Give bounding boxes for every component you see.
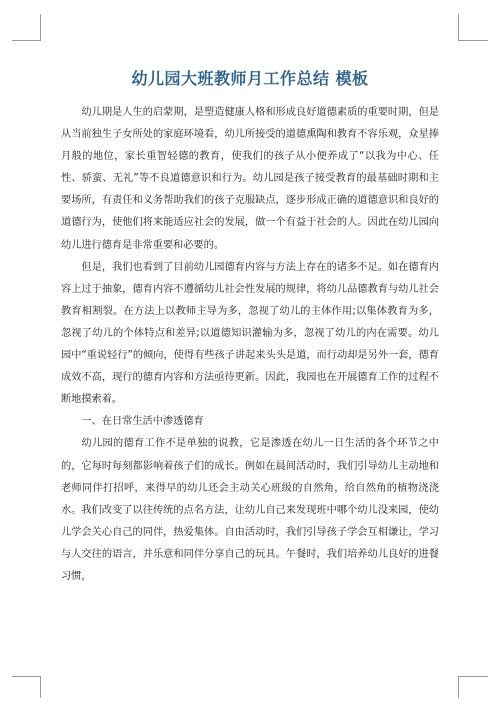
crop-mark-top-right-vertical: [458, 14, 459, 41]
crop-mark-top-left-horizontal: [12, 40, 40, 41]
crop-mark-bottom-left-vertical: [40, 676, 41, 698]
paragraph-intro: 幼儿期是人生的启蒙期，是塑造健康人格和形成良好道德素质的重要时期，但是从当前独生子女所处的家庭环境看，幼儿所接受的道德熏陶和教育不容乐观，众星捧月般的地位，家长重智轻德的教育，使我们的孩子从小便养成了“以我为中心、任性、骄蛮、无礼”等不良道德意识和行为。幼儿园是孩子接受教育的最基础时期和主要场所，有责任和义务帮助我们的孩子克服缺点，逐步形成正确的道德意识和良好的道德行为，使他们将来能适应社会的发展，做一个有益于社会的人。因此在幼儿园向幼儿进行德育是非常重要和必要的。: [61, 107, 439, 251]
crop-mark-bottom-right-vertical: [458, 676, 459, 698]
document-body: [61, 102, 439, 588]
paragraph-shortcomings: 但是，我们也看到了目前幼儿园德育内容与方法上存在的诸多不足。如在德育内容上过于抽象，德育内容不遵循幼儿社会性发展的规律，将幼儿品德教育与幼儿社会教育相割裂。在方法上以教师主导为多，忽视了幼儿的主体作用;以集体教育为多，忽视了幼儿的个体特点和差异;以道德知识灌输为多，忽视了幼儿的内在需要。幼儿园中“重说轻行”的倾向，使得有些孩子讲起来头头是道，而行动却是另外一套，德育成效不高，现行的德育内容和方法亟待更新。因此，我园也在开展德育工作的过程不断地摸索着。: [61, 261, 439, 406]
section-heading-daily-life: 一、在日常生活中渗透德育: [81, 416, 204, 428]
crop-mark-bottom-right-horizontal: [458, 676, 488, 677]
crop-mark-top-right-horizontal: [458, 40, 488, 41]
crop-mark-top-left-vertical: [40, 14, 41, 41]
paragraph-daily-life: 幼儿园的德育工作不是单独的说教，它是渗透在幼儿一日生活的各个环节之中的，它每时每刻都影响着孩子们的成长。例如在晨间活动时，我们引导幼儿主动地和老师同伴打招呼，来得早的幼儿还会主动关心班级的自然角，给自然角的植物浇浇水。我们改变了以往传统的点名方法，让幼儿自己来发现班中哪个幼儿没来园，使幼儿学会关心自己的同伴，热爱集体。自由活动时，我们引导孩子学会互相谦让，学习与人交往的语言，并乐意和同伴分享自己的玩具。午餐时，我们培养幼儿良好的进餐习惯，: [61, 438, 439, 582]
crop-mark-bottom-left-horizontal: [12, 676, 40, 677]
document-title: 幼儿园大班教师月工作总结 模板: [131, 69, 369, 88]
